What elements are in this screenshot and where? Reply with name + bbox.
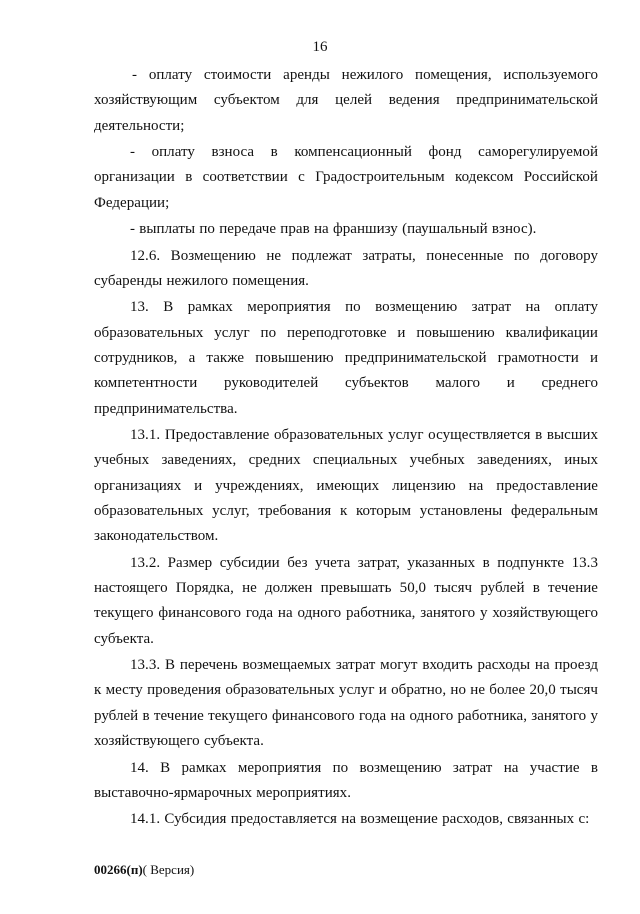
paragraph-compensation-fund: - оплату взноса в компенсационный фонд саморегулируемой организации в соответствии с Градостроительным кодексом Российской Федерации;	[94, 144, 598, 211]
paragraph-franchise: - выплаты по передаче прав на франшизу (паушальный взнос).	[130, 221, 537, 238]
paragraph-14: 14. В рамках мероприятия по возмещению затрат на участие в выставочно-ярмарочных мероприятиях.	[94, 759, 598, 801]
paragraph-13: 13. В рамках мероприятия по возмещению затрат на оплату образовательных услуг по переподготовке и повышению квалификации сотрудников, а также повышению предпринимательской грамотности и компетентности руководителей субъектов малого и среднего предпринимательства.	[94, 299, 598, 417]
paragraph-13-1: 13.1. Предоставление образовательных услуг осуществляется в высших учебных заведениях, средних специальных учебных заведениях, иных организациях и учреждениях, имеющих лицензию на предоставление образовательных услуг, требования к которым установлены федеральным законодательством.	[94, 427, 598, 545]
page-number: 16	[312, 39, 328, 55]
paragraph-14-1: 14.1. Субсидия предоставляется на возмещение расходов, связанных с:	[130, 811, 590, 828]
document-footer	[94, 862, 194, 878]
paragraph-12-6: 12.6. Возмещению не подлежат затраты, понесенные по договору субаренды нежилого помещения.	[94, 247, 598, 289]
paragraph-13-3: 13.3. В перечень возмещаемых затрат могут входить расходы на проезд к месту проведения образовательных услуг и обратно, но не более 20,0 тысяч рублей в течение текущего финансового года на одного работника, занятого у хозяйствующего субъекта.	[94, 657, 598, 750]
paragraph-rent-cost: - оплату стоимости аренды нежилого помещения, используемого хозяйствующим субъектом для целей ведения предпринимательской деятельности;	[94, 67, 598, 134]
document-code: 00266(п)	[94, 862, 143, 877]
document-body	[94, 63, 598, 834]
document-version: ( Версия)	[142, 862, 195, 877]
paragraph-13-2: 13.2. Размер субсидии без учета затрат, указанных в подпункте 13.3 настоящего Порядка, не должен превышать 50,0 тысяч рублей в течение текущего финансового года на одного работника, занятого у хозяйствующего субъекта.	[94, 554, 598, 647]
